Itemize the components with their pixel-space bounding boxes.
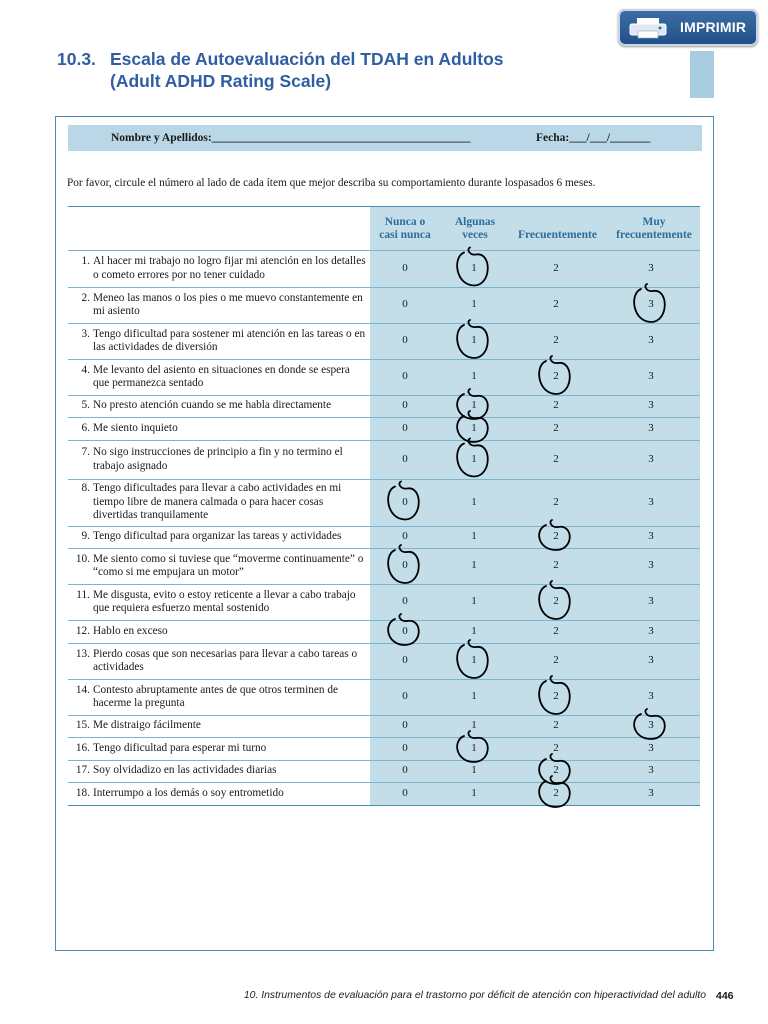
option-2[interactable]: 2 <box>553 370 559 382</box>
option-1[interactable]: 1 <box>471 334 477 346</box>
option-0[interactable]: 0 <box>402 764 408 776</box>
option-0[interactable]: 0 <box>402 654 408 666</box>
instructions: Por favor, circule el número al lado de cada ítem que mejor describa su comportamiento durante lospasados 6 meses. <box>67 177 596 189</box>
item-number: 5. <box>81 399 90 412</box>
option-1[interactable]: 1 <box>471 452 477 465</box>
row-divider <box>68 760 700 761</box>
option-1[interactable]: 1 <box>471 764 477 776</box>
table-row <box>68 399 368 413</box>
item-text: Interrumpo a los demás o soy entrometido <box>93 786 284 799</box>
item-text: Hablo en exceso <box>93 624 168 637</box>
option-0[interactable]: 0 <box>402 595 408 607</box>
item-number: 14. <box>75 683 90 696</box>
option-2[interactable]: 2 <box>553 624 559 637</box>
option-1[interactable]: 1 <box>471 399 477 411</box>
option-3[interactable]: 3 <box>648 654 654 666</box>
option-2[interactable]: 2 <box>553 690 559 702</box>
table-row <box>68 446 368 473</box>
item-number: 4. <box>81 363 90 376</box>
item-number: 16. <box>75 741 90 754</box>
option-3[interactable]: 3 <box>648 298 654 310</box>
table-row <box>68 530 368 544</box>
table-row <box>68 364 368 391</box>
option-2[interactable]: 2 <box>553 495 559 508</box>
option-2[interactable]: 2 <box>553 741 559 754</box>
option-3[interactable]: 3 <box>648 399 654 411</box>
option-3[interactable]: 3 <box>648 595 654 607</box>
row-divider <box>68 715 700 716</box>
date-field[interactable]: Fecha:___/___/_______ <box>536 132 651 144</box>
item-number: 1. <box>81 255 90 267</box>
option-2[interactable]: 2 <box>553 654 559 666</box>
page-title <box>57 48 504 92</box>
column-header <box>608 216 700 242</box>
item-number: 7. <box>81 446 90 458</box>
row-divider <box>68 526 700 527</box>
row-divider <box>68 323 700 324</box>
item-text: Meneo las manos o los pies o me muevo constantemente en mi asiento <box>93 291 363 317</box>
option-0[interactable]: 0 <box>402 690 408 702</box>
item-text: Contesto abruptamente antes de que otros terminen de hacerme la pregunta <box>93 683 339 709</box>
column-header-line2: veces <box>462 229 488 241</box>
name-date-bar <box>68 125 702 151</box>
column-header-line1: Algunas <box>454 216 496 228</box>
page-number: 446 <box>716 990 734 1002</box>
option-1[interactable]: 1 <box>471 624 477 637</box>
table-row <box>68 589 368 616</box>
title-line-2: (Adult ADHD Rating Scale) <box>110 71 332 91</box>
option-0[interactable]: 0 <box>402 786 408 799</box>
option-3[interactable]: 3 <box>648 786 654 799</box>
page-tab-marker <box>690 51 714 98</box>
row-divider <box>68 584 700 585</box>
item-text: Me distraigo fácilmente <box>93 719 201 732</box>
option-0[interactable]: 0 <box>402 719 408 731</box>
column-header <box>510 216 605 242</box>
column-header-line2: casi nunca <box>379 229 431 241</box>
item-text: Me siento inquieto <box>93 421 178 434</box>
option-3[interactable]: 3 <box>648 690 654 702</box>
option-3[interactable]: 3 <box>648 741 654 754</box>
title-line-1: Escala de Autoevaluación del TDAH en Adultos <box>110 49 504 69</box>
option-3[interactable]: 3 <box>648 764 654 776</box>
item-text: Me disgusta, evito o estoy reticente a llevar a cabo trabajo que requiera esfuerzo mental sostenido <box>93 588 356 614</box>
printer-icon <box>628 17 668 39</box>
table-row <box>68 684 368 711</box>
row-divider <box>68 287 700 288</box>
item-number: 6. <box>81 421 90 434</box>
row-divider <box>68 359 700 360</box>
row-divider <box>68 250 700 251</box>
option-2[interactable]: 2 <box>553 421 559 434</box>
item-number: 12. <box>75 624 90 637</box>
option-0[interactable]: 0 <box>402 421 408 434</box>
column-header-line2: Frecuentemente <box>518 229 597 241</box>
row-divider <box>68 737 700 738</box>
column-header <box>370 216 440 242</box>
option-1[interactable]: 1 <box>471 261 477 274</box>
item-number: 2. <box>81 291 90 304</box>
item-text: No sigo instrucciones de principio a fin y no termino el trabajo asignado <box>93 446 343 472</box>
item-number: 9. <box>81 530 90 543</box>
item-number: 10. <box>75 552 90 565</box>
item-number: 13. <box>75 647 90 660</box>
column-header-line1: Nunca o <box>384 216 426 228</box>
option-0[interactable]: 0 <box>402 624 408 637</box>
option-0[interactable]: 0 <box>402 559 408 571</box>
item-text: Me levanto del asiento en situaciones en donde se espera que permanezca sentado <box>93 363 350 389</box>
table-row <box>68 764 368 778</box>
option-2[interactable]: 2 <box>553 298 559 310</box>
item-text: Pierdo cosas que son necesarias para llevar a cabo tareas o actividades <box>93 647 358 673</box>
row-divider <box>68 395 700 396</box>
row-divider <box>68 620 700 621</box>
option-1[interactable]: 1 <box>471 741 477 754</box>
option-2[interactable]: 2 <box>553 530 559 542</box>
option-0[interactable]: 0 <box>402 261 408 274</box>
option-0[interactable]: 0 <box>402 370 408 382</box>
column-header-line1: Muy <box>642 216 666 228</box>
option-3[interactable]: 3 <box>648 452 654 465</box>
column-header <box>440 216 510 242</box>
item-number: 8. <box>81 482 90 495</box>
item-text: Tengo dificultades para llevar a cabo actividades en mi tiempo libre de manera calmada o para hacer cosas divertidas tranquilamente <box>93 482 342 522</box>
option-1[interactable]: 1 <box>471 495 477 508</box>
option-1[interactable]: 1 <box>471 690 477 702</box>
table-row <box>68 292 368 319</box>
option-2[interactable]: 2 <box>553 399 559 411</box>
option-0[interactable]: 0 <box>402 334 408 346</box>
option-2[interactable]: 2 <box>553 595 559 607</box>
table-row <box>68 787 368 801</box>
option-0[interactable]: 0 <box>402 495 408 508</box>
option-1[interactable]: 1 <box>471 595 477 607</box>
item-number: 17. <box>75 764 90 777</box>
print-button-label: IMPRIMIR <box>680 19 747 35</box>
column-header-line1 <box>510 216 605 229</box>
option-1[interactable]: 1 <box>471 786 477 799</box>
table-row <box>68 255 368 282</box>
item-number: 11. <box>76 588 90 601</box>
item-text: Tengo dificultad para sostener mi atención en las tareas o en las actividades de diversión <box>93 327 366 353</box>
item-number: 15. <box>75 719 90 732</box>
option-0[interactable]: 0 <box>402 530 408 542</box>
table-row <box>68 742 368 756</box>
row-divider <box>68 679 700 680</box>
option-0[interactable]: 0 <box>402 452 408 465</box>
row-divider <box>68 479 700 480</box>
table-row <box>68 553 368 580</box>
option-1[interactable]: 1 <box>471 421 477 434</box>
table-row <box>68 648 368 675</box>
item-text: No presto atención cuando se me habla directamente <box>93 399 332 412</box>
option-3[interactable]: 3 <box>648 495 654 508</box>
option-0[interactable]: 0 <box>402 741 408 754</box>
item-text: Soy olvidadizo en las actividades diarias <box>93 764 277 777</box>
name-field[interactable]: Nombre y Apellidos:_____________________________________________ <box>111 132 471 144</box>
option-1[interactable]: 1 <box>471 530 477 542</box>
table-row <box>68 719 368 733</box>
item-number: 3. <box>81 327 90 340</box>
option-3[interactable]: 3 <box>648 421 654 434</box>
option-1[interactable]: 1 <box>471 719 477 731</box>
option-3[interactable]: 3 <box>648 261 654 274</box>
row-divider <box>68 417 700 418</box>
option-2[interactable]: 2 <box>553 261 559 274</box>
footer-text: 10. Instrumentos de evaluación para el trastorno por déficit de atención con hiperactividad del adulto <box>243 990 706 1001</box>
table-bottom-rule <box>68 805 700 806</box>
table-row <box>68 482 368 523</box>
option-1[interactable]: 1 <box>471 370 477 382</box>
table-row <box>68 328 368 355</box>
option-3[interactable]: 3 <box>648 559 654 571</box>
option-1[interactable]: 1 <box>471 654 477 666</box>
item-number: 18. <box>75 786 90 799</box>
item-text: Me siento como si tuviese que “moverme continuamente” o “como si me empujara un motor” <box>93 552 364 578</box>
option-2[interactable]: 2 <box>553 452 559 465</box>
item-text: Tengo dificultad para esperar mi turno <box>93 741 267 754</box>
option-3[interactable]: 3 <box>648 370 654 382</box>
option-2[interactable]: 2 <box>553 764 559 776</box>
option-0[interactable]: 0 <box>402 399 408 411</box>
option-2[interactable]: 2 <box>553 334 559 346</box>
option-2[interactable]: 2 <box>553 719 559 731</box>
option-0[interactable]: 0 <box>402 298 408 310</box>
item-text: Tengo dificultad para organizar las tareas y actividades <box>93 530 342 543</box>
option-2[interactable]: 2 <box>553 786 559 799</box>
option-2[interactable]: 2 <box>553 559 559 571</box>
row-divider <box>68 643 700 644</box>
print-button[interactable] <box>618 9 758 46</box>
option-3[interactable]: 3 <box>648 530 654 542</box>
option-1[interactable]: 1 <box>471 298 477 310</box>
row-divider <box>68 548 700 549</box>
item-text: Al hacer mi trabajo no logro fijar mi atención en los detalles o cometo errores por no tener cuidado <box>93 255 366 281</box>
option-3[interactable]: 3 <box>648 624 654 637</box>
option-1[interactable]: 1 <box>471 559 477 571</box>
column-header-line2: frecuentemente <box>616 229 692 241</box>
row-divider <box>68 782 700 783</box>
option-3[interactable]: 3 <box>648 334 654 346</box>
row-divider <box>68 440 700 441</box>
table-row <box>68 625 368 639</box>
table-row <box>68 422 368 436</box>
section-number: 10.3. <box>57 49 96 69</box>
option-3[interactable]: 3 <box>648 719 654 731</box>
